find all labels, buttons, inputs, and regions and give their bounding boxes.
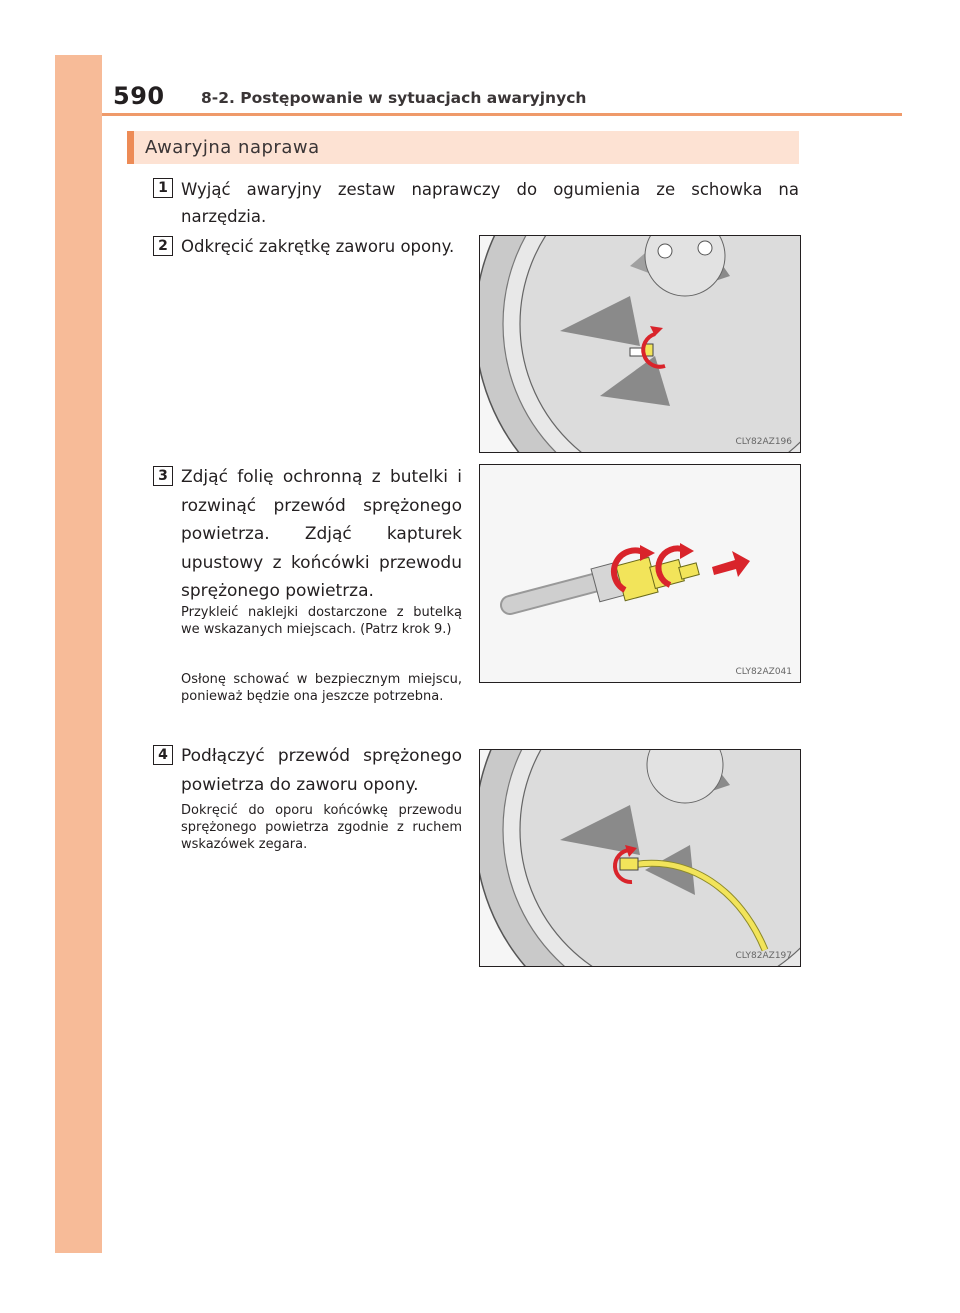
figure-valve-cap — [479, 235, 801, 453]
step-3-note-2: Osłonę schować w bezpiecznym miejscu, ponieważ będzie ona jeszcze potrzebna. — [181, 672, 462, 704]
step-1-text: Wyjąć awaryjny zestaw naprawczy do ogumienia ze schowka na narzędzia. — [181, 180, 799, 226]
valve-cap-illustration — [480, 236, 800, 452]
step-3-text: Zdjąć folię ochronną z butelki i rozwinąć przewód sprężonego powietrza. Zdjąć kapturek upustowy z końcówki przewodu sprężonego powietrza. — [181, 467, 462, 601]
step-4-note-1: Dokręcić do oporu końcówkę przewodu sprężonego powietrza zgodnie z ruchem wskazówek zegara. — [181, 803, 462, 852]
hose-connect-illustration — [480, 750, 800, 966]
chapter-side-bar — [55, 55, 102, 1253]
step-number-3: 3 — [153, 466, 173, 486]
hose-cap-illustration — [480, 465, 800, 682]
figure-code-1: CLY82AZ196 — [735, 437, 792, 447]
figure-code-3: CLY82AZ197 — [735, 951, 792, 961]
step-3-note-1: Przykleić naklejki dostarczone z butelką we wskazanych miejscach. (Patrz krok 9.) — [181, 605, 462, 637]
page-number: 590 — [113, 82, 165, 110]
chapter-title: 8-2. Postępowanie w sytuacjach awaryjnych — [201, 89, 587, 107]
step-number-1: 1 — [153, 178, 173, 198]
figure-hose-connect — [479, 749, 801, 967]
section-title: Awaryjna naprawa — [145, 137, 320, 158]
step-number-2: 2 — [153, 236, 173, 256]
section-heading — [127, 131, 799, 164]
step-number-4: 4 — [153, 745, 173, 765]
section-accent — [127, 131, 134, 164]
figure-code-2: CLY82AZ041 — [735, 667, 792, 677]
figure-hose-cap — [479, 464, 801, 683]
header-divider — [102, 113, 902, 116]
step-2-text: Odkręcić zakrętkę zaworu opony. — [181, 237, 455, 256]
step-4-text: Podłączyć przewód sprężonego powietrza do zaworu opony. — [181, 746, 462, 795]
